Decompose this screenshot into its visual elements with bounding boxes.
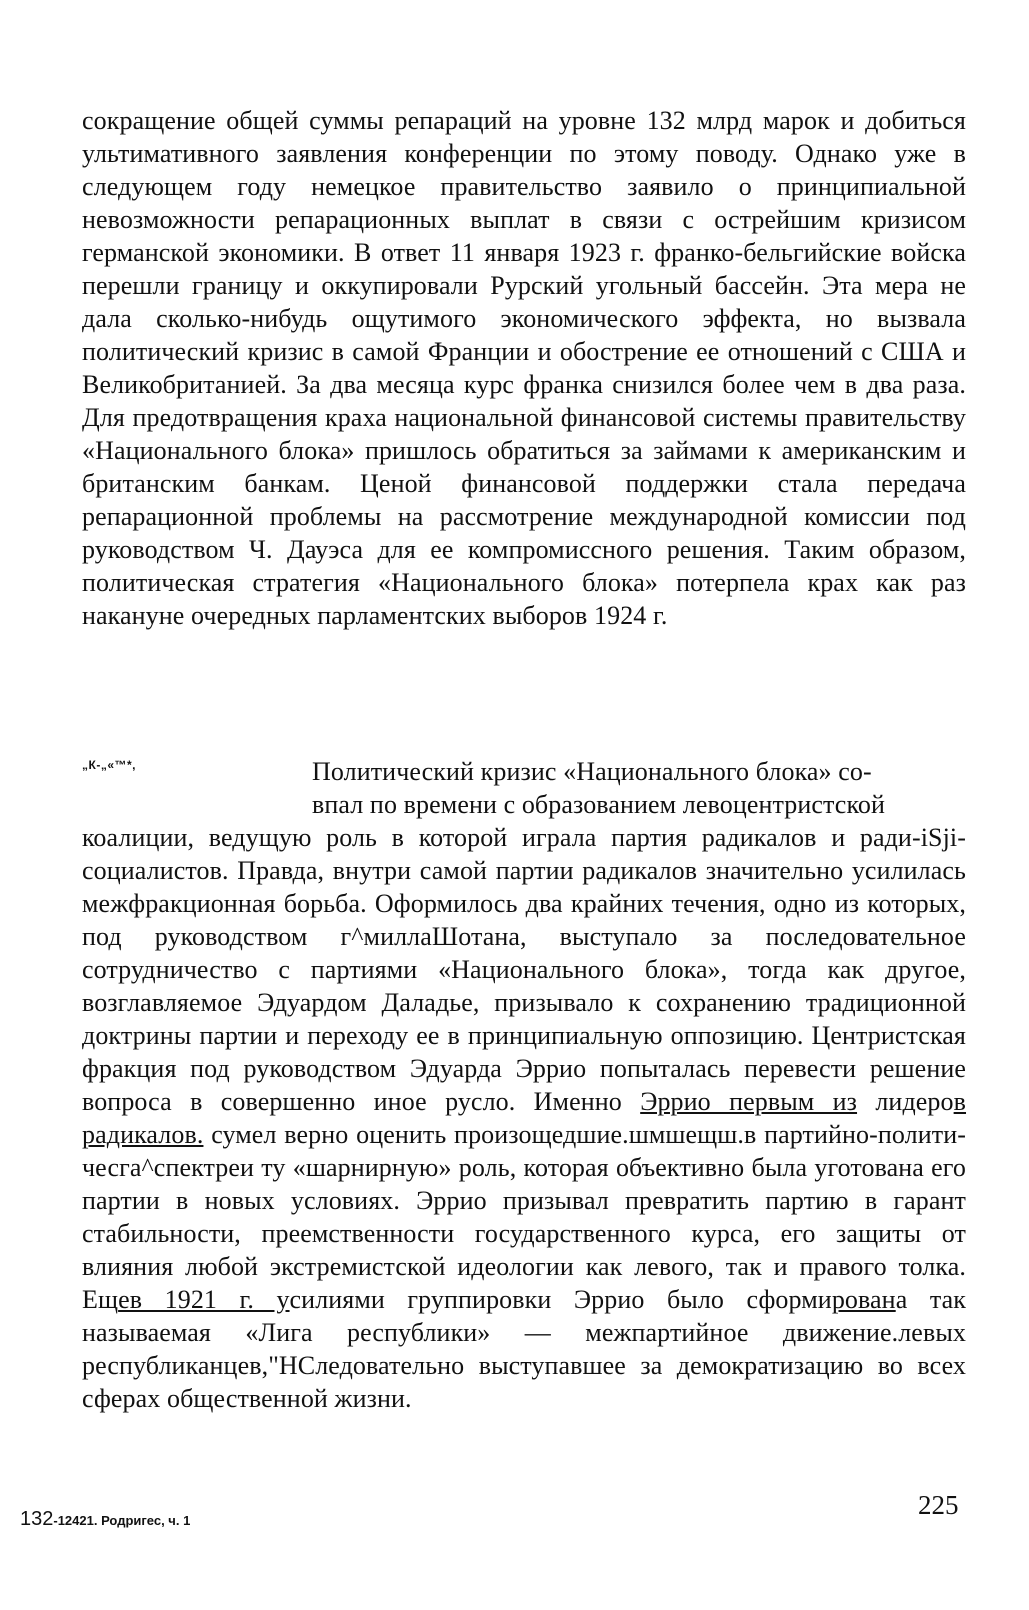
paragraph-body-part: лидеро: [857, 1087, 954, 1116]
print-code-text: -12421. Родригес, ч. 1: [53, 1513, 191, 1528]
marginal-note: „К-„«™*,: [82, 758, 136, 772]
print-code: [20, 1508, 190, 1531]
paragraph-body-part: коалиции, ведущую роль в которой играла партия радикалов и ради-iSji-социалистов. Правда, внутри самой партии радикалов значительно усилилась межфракционная борьба. Оформилось два крайних течения, одно из которых, под руководством г^миллаШотана, выступало за последовательное сотрудничество с партиями «Национального блока», тогда как другое, возглавляемое Эдуардом Даладье, призывало к сохранению традиционной доктрины партии и переходу ее в принципиальную оппозицию. Центристская фракция под руководством Эдуарда Эррио попыталась перевести решение вопроса в совершенно иное русло. Именно: [82, 823, 966, 1116]
paragraph-reparations: сокращение общей суммы репараций на уровне 132 млрд марок и добиться ультимативного заявления конференции по этому поводу. Однако уже в следующем году немецкое правительство заявило о принципиальной невозможности репарационных выплат в связи с острейшим кризисом германской экономики. В ответ 11 января 1923 г. франко-бельгийские войска перешли границу и оккупировали Рурский угольный бассейн. Эта мера не дала сколько-нибудь ощутимого экономического эффекта, но вызвала политический кризис в самой Франции и обострение ее отношений с США и Великобританией. За два месяца курс франка снизился более чем в два раза. Для предотвращения краха национальной финансовой системы правительству «Национального блока» пришлось обратиться за займами к американским и британским банкам. Ценой финансовой поддержки стала передача репарационной проблемы на рассмотрение международной комиссии под руководством Ч. Дауэса для ее компромиссного решения. Таким образом, политическая стратегия «Национального блока» потерпела крах как раз накануне очередных парламентских выборов 1924 г.: [82, 106, 966, 630]
paragraph-body-part: а так называемая «Лига республики» — межпартийное движение.левых республиканцев,"НСледовательно выступавшее за демократизацию во всех сферах общественной жизни.: [82, 1285, 966, 1413]
paragraph-body-part: силиями группировки Эррио было сформи: [289, 1285, 832, 1314]
paragraph-first-line: Политический кризис «Национального блока» со-: [312, 757, 872, 786]
paragraph-body-part: сумел верно оценить произощедшие.шмшещш.в партийно-полити-чесга^спектреи ту «шарнирную» роль, которая объективно была уготована его партии в новых условиях. Эррио призывал превратить партию в гарант стабильности, преемственности государственного курса, его защиты от влияния любой экстремистской идеологии как левого, так и правого толка. Ещ: [82, 1120, 966, 1314]
paragraph-second-line: впал по времени с образованием левоцентристской: [312, 790, 885, 819]
underlined-text: в радикалов.: [82, 1087, 967, 1149]
print-code-number: 132: [20, 1508, 54, 1530]
underlined-text: ев 1921 г. у: [118, 1285, 290, 1314]
underlined-text: Эррио первым из: [640, 1087, 858, 1116]
page-number: 225: [918, 1490, 959, 1520]
underlined-text: рован: [831, 1285, 896, 1314]
paragraph-radicals: [82, 755, 966, 1415]
